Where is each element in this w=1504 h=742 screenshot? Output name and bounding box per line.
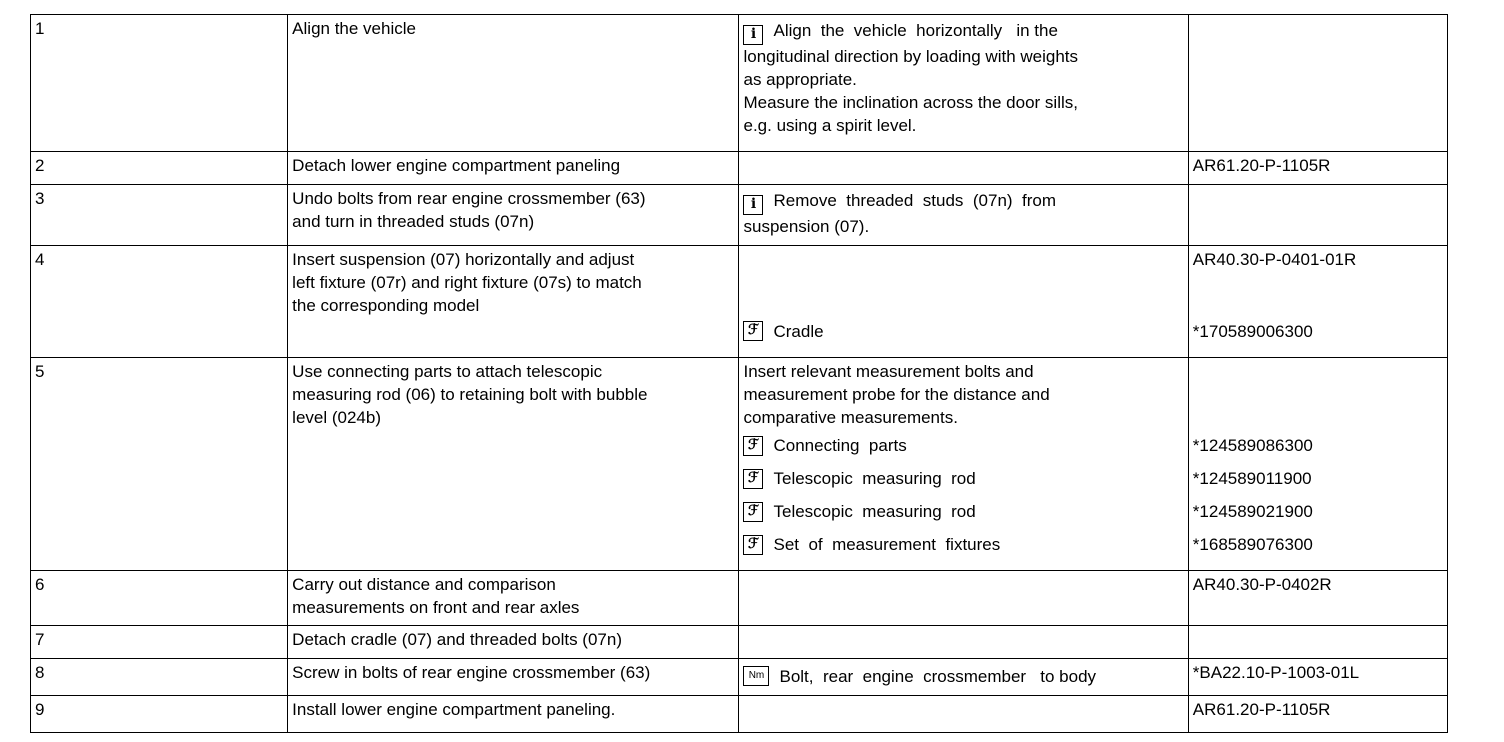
step-description: Insert suspension (07) horizontally and adjust left fixture (07r) and right fixture (07s) to match the corresponding model <box>288 246 739 358</box>
table-row <box>31 696 1448 733</box>
step-description: Detach lower engine compartment paneling <box>288 152 739 185</box>
step-note <box>739 659 1188 696</box>
step-number: 5 <box>31 358 288 571</box>
tool-part-number[interactable]: *124589011900 <box>1192 469 1312 488</box>
tool-part-number[interactable]: *170589006300 <box>1192 321 1313 341</box>
table-row <box>31 185 1448 246</box>
table-row <box>31 15 1448 152</box>
table-row <box>31 152 1448 185</box>
special-tool-icon: ℱ <box>743 535 763 555</box>
step-reference-link[interactable]: *BA22.10-P-1003-01L <box>1188 659 1447 696</box>
step-reference <box>1188 626 1447 659</box>
step-description: Detach cradle (07) and threaded bolts (07n) <box>288 626 739 659</box>
step-note: i Align the vehicle horizontally in the longitudinal direction by loading with weights as appropriate. Measure the inclination across the door sills, e.g. using a spirit level. <box>739 15 1188 152</box>
step-reference-link[interactable]: AR40.30-P-0401-01R <box>1192 250 1357 269</box>
tool-name: Cradle <box>773 321 824 341</box>
step-reference-cell <box>1188 246 1447 358</box>
step-note <box>739 571 1188 626</box>
step-reference <box>1188 15 1447 152</box>
step-description: Carry out distance and comparison measurements on front and rear axles <box>288 571 739 626</box>
torque-nm-icon: Nm <box>743 666 769 686</box>
table-row <box>31 626 1448 659</box>
step-note <box>739 696 1188 733</box>
step-number: 2 <box>31 152 288 185</box>
tool-name: Telescopic measuring rod <box>773 502 976 521</box>
step-number: 8 <box>31 659 288 696</box>
step-number: 4 <box>31 246 288 358</box>
tool-name: Set of measurement fixtures <box>773 535 1001 554</box>
tool-part-number[interactable]: *124589021900 <box>1192 502 1313 521</box>
special-tool-icon: ℱ <box>743 321 763 341</box>
special-tool-icon: ℱ <box>743 502 763 522</box>
step-reference-cell <box>1188 358 1447 571</box>
table-row <box>31 358 1448 571</box>
procedure-table <box>30 14 1448 733</box>
step-reference <box>1188 185 1447 246</box>
step-number: 3 <box>31 185 288 246</box>
tool-part-number[interactable]: *124589086300 <box>1192 436 1313 455</box>
step-description: Align the vehicle <box>288 15 739 152</box>
step-reference-link[interactable]: AR61.20-P-1105R <box>1188 696 1447 733</box>
step-note: Insert relevant measurement bolts and measurement probe for the distance and comparative measurements. ℱ Connecting parts ℱ Telescopic measuring rod ℱ Telescopic measuring rod ℱ Set of measurement fixtures <box>739 358 1188 571</box>
table-row <box>31 571 1448 626</box>
step-number: 7 <box>31 626 288 659</box>
tool-name: Connecting parts <box>773 436 907 455</box>
tool-name: Telescopic measuring rod <box>773 469 976 488</box>
info-icon: i <box>743 195 763 215</box>
step-description: Screw in bolts of rear engine crossmember (63) <box>288 659 739 696</box>
step-number: 6 <box>31 571 288 626</box>
step-description: Undo bolts from rear engine crossmember (63) and turn in threaded studs (07n) <box>288 185 739 246</box>
step-note <box>739 152 1188 185</box>
step-note <box>739 626 1188 659</box>
step-reference-link[interactable]: AR61.20-P-1105R <box>1188 152 1447 185</box>
step-reference-link[interactable]: AR40.30-P-0402R <box>1188 571 1447 626</box>
table-row <box>31 246 1448 358</box>
special-tool-icon: ℱ <box>743 469 763 489</box>
step-number: 1 <box>31 15 288 152</box>
step-description: Install lower engine compartment paneling. <box>288 696 739 733</box>
step-description: Use connecting parts to attach telescopic measuring rod (06) to retaining bolt with bubble level (024b) <box>288 358 739 571</box>
torque-spec: Bolt, rear engine crossmember to body <box>779 666 1097 686</box>
step-note <box>739 246 1188 358</box>
step-number: 9 <box>31 696 288 733</box>
info-icon: i <box>743 25 763 45</box>
table-row <box>31 659 1448 696</box>
step-note: i Remove threaded studs (07n) from suspension (07). <box>739 185 1188 246</box>
special-tool-icon: ℱ <box>743 436 763 456</box>
tool-part-number[interactable]: *168589076300 <box>1192 535 1313 554</box>
